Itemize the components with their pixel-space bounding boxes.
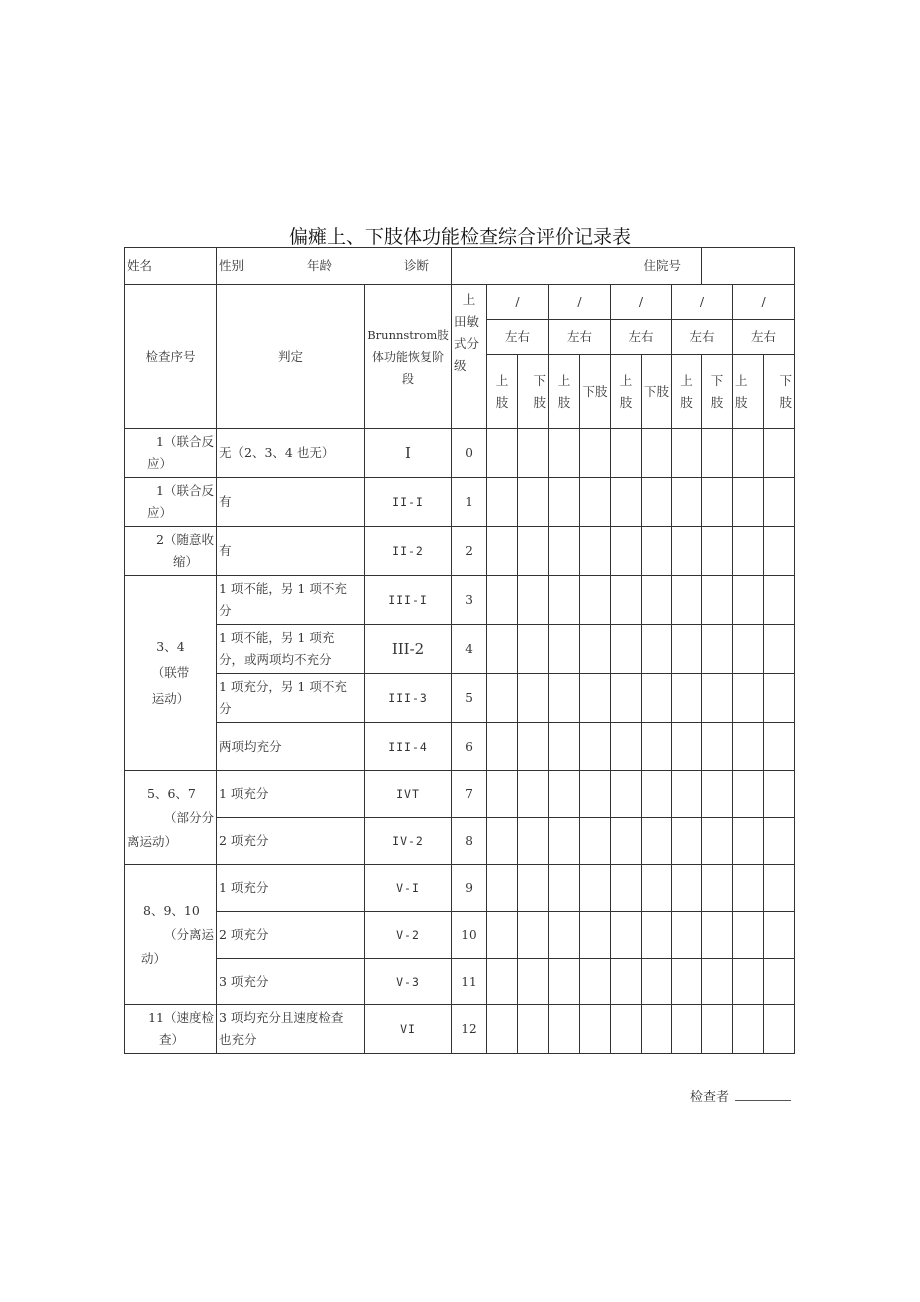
score-cell[interactable]	[487, 723, 518, 771]
date-cell-4[interactable]: /	[672, 285, 733, 320]
score-cell[interactable]	[611, 912, 642, 959]
score-cell[interactable]	[642, 429, 672, 478]
stage-cell: IV-2	[365, 818, 452, 865]
score-cell[interactable]	[611, 576, 642, 625]
score-cell[interactable]	[487, 478, 518, 527]
examiner-signature	[690, 1086, 791, 1105]
left-right-5: 左右	[733, 320, 795, 355]
age-label: 年龄	[307, 258, 333, 273]
judgment-cell	[217, 1005, 365, 1054]
score-cell[interactable]	[642, 625, 672, 674]
group-line: 3、4	[156, 639, 185, 654]
score-cell[interactable]	[487, 674, 518, 723]
left-right-2: 左右	[549, 320, 611, 355]
upper-limb-char-2: 肢	[735, 394, 748, 410]
examiner-signature-line[interactable]	[735, 1088, 791, 1101]
group-line: 应）	[147, 505, 173, 520]
score-cell[interactable]	[518, 865, 549, 912]
judgment-line: 也充分	[219, 1032, 257, 1047]
group-line: 离运动）	[127, 833, 178, 849]
score-cell[interactable]	[733, 818, 764, 865]
score-cell[interactable]	[702, 576, 733, 625]
score-cell[interactable]	[672, 576, 702, 625]
lower-limb-header-1	[518, 355, 549, 429]
upper-limb-char-1: 上	[557, 372, 571, 388]
table-row	[125, 625, 795, 674]
score-cell[interactable]	[733, 478, 764, 527]
upper-limb-header-4	[672, 355, 702, 429]
group-cell	[125, 1005, 217, 1054]
grade-cell: 5	[452, 674, 487, 723]
group-cell	[125, 429, 217, 478]
lower-limb-char-2: 肢	[533, 394, 547, 410]
brunnstrom-header-line2: 体功能恢复阶	[372, 349, 445, 364]
score-cell[interactable]	[764, 771, 795, 818]
score-cell[interactable]	[764, 429, 795, 478]
group-line: 2（随意收	[156, 532, 214, 547]
upper-limb-char-2: 肢	[495, 394, 509, 410]
score-cell[interactable]	[518, 771, 549, 818]
patient-info-cell[interactable]	[217, 248, 452, 285]
score-cell[interactable]	[733, 429, 764, 478]
ueda-header-line4: 级	[454, 358, 467, 373]
group-line: 8、9、10	[143, 902, 200, 918]
score-cell[interactable]	[580, 912, 611, 959]
score-cell[interactable]	[611, 625, 642, 674]
score-cell[interactable]	[580, 625, 611, 674]
score-cell[interactable]	[702, 674, 733, 723]
grade-cell: 11	[452, 959, 487, 1005]
left-right-4: 左右	[672, 320, 733, 355]
patient-info-row	[125, 248, 795, 285]
score-cell[interactable]	[611, 674, 642, 723]
lower-limb-header-2: 下肢	[580, 355, 611, 429]
score-cell[interactable]	[642, 674, 672, 723]
judgment-cell: 有	[217, 478, 365, 527]
judgment-line: 分	[219, 603, 232, 618]
score-cell[interactable]	[518, 478, 549, 527]
score-cell[interactable]	[702, 478, 733, 527]
evaluation-table	[124, 247, 795, 1054]
score-cell[interactable]	[580, 576, 611, 625]
lower-limb-header-5	[764, 355, 795, 429]
group-line: （部分分	[163, 809, 214, 825]
score-cell[interactable]	[549, 771, 580, 818]
score-cell[interactable]	[642, 527, 672, 576]
score-cell[interactable]	[642, 818, 672, 865]
hospital-no-label-cell	[452, 248, 702, 285]
score-cell[interactable]	[764, 1005, 795, 1054]
table-row	[125, 865, 795, 912]
judgment-cell: 有	[217, 527, 365, 576]
grade-cell: 6	[452, 723, 487, 771]
group-line: 查）	[159, 1032, 185, 1047]
upper-limb-header-5	[733, 355, 764, 429]
score-cell[interactable]	[518, 625, 549, 674]
score-cell[interactable]	[580, 818, 611, 865]
judgment-cell: 无（2、3、4 也无）	[217, 429, 365, 478]
table-row	[125, 723, 795, 771]
date-cell-3[interactable]: /	[611, 285, 672, 320]
score-cell[interactable]	[518, 723, 549, 771]
score-cell[interactable]	[733, 576, 764, 625]
score-cell[interactable]	[764, 959, 795, 1005]
score-cell[interactable]	[487, 865, 518, 912]
hospital-no-field[interactable]	[702, 248, 795, 285]
score-cell[interactable]	[733, 674, 764, 723]
grade-cell: 1	[452, 478, 487, 527]
stage-cell: IVT	[365, 771, 452, 818]
score-cell[interactable]	[580, 723, 611, 771]
score-cell[interactable]	[702, 429, 733, 478]
score-cell[interactable]	[642, 576, 672, 625]
score-cell[interactable]	[672, 818, 702, 865]
stage-cell: V-3	[365, 959, 452, 1005]
group-cell	[125, 527, 217, 576]
score-cell[interactable]	[642, 478, 672, 527]
brunnstrom-header	[365, 285, 452, 429]
group-cell	[125, 771, 217, 865]
lower-limb-char-1: 下	[779, 372, 793, 388]
score-cell[interactable]	[549, 959, 580, 1005]
score-cell[interactable]	[672, 674, 702, 723]
stage-cell: I	[365, 429, 452, 478]
table-row	[125, 576, 795, 625]
brunnstrom-header-line1: Brunnstrom肢	[367, 327, 449, 342]
score-cell[interactable]	[487, 429, 518, 478]
score-cell[interactable]	[549, 625, 580, 674]
judgment-line: 分，或两项均不充分	[219, 652, 332, 667]
left-right-3: 左右	[611, 320, 672, 355]
grade-cell: 7	[452, 771, 487, 818]
group-line: （联带	[151, 665, 190, 680]
score-cell[interactable]	[702, 771, 733, 818]
lower-limb-char-2: 肢	[779, 394, 793, 410]
score-cell[interactable]	[549, 1005, 580, 1054]
stage-cell: III-3	[365, 674, 452, 723]
score-cell[interactable]	[672, 429, 702, 478]
ueda-header-line3: 式分	[454, 336, 480, 351]
judgment-cell: 2 项充分	[217, 818, 365, 865]
score-cell[interactable]	[518, 527, 549, 576]
score-cell[interactable]	[518, 1005, 549, 1054]
score-cell[interactable]	[672, 959, 702, 1005]
score-cell[interactable]	[672, 865, 702, 912]
upper-limb-char-1: 上	[680, 372, 693, 388]
judgment-line: 3 项均充分且速度检查	[219, 1010, 344, 1025]
score-cell[interactable]	[642, 912, 672, 959]
score-cell[interactable]	[611, 527, 642, 576]
score-cell[interactable]	[611, 771, 642, 818]
grade-cell: 9	[452, 865, 487, 912]
stage-cell: III-I	[365, 576, 452, 625]
score-cell[interactable]	[642, 771, 672, 818]
judgment-cell	[217, 576, 365, 625]
group-line: 1（联合反	[156, 434, 214, 449]
page-title: 偏瘫上、下肢体功能检查综合评价记录表	[288, 226, 631, 248]
score-cell[interactable]	[733, 723, 764, 771]
table-row	[125, 818, 795, 865]
judgment-cell	[217, 625, 365, 674]
examiner-label: 检查者	[690, 1090, 730, 1105]
score-cell[interactable]	[487, 959, 518, 1005]
score-cell[interactable]	[764, 576, 795, 625]
score-cell[interactable]	[487, 576, 518, 625]
score-cell[interactable]	[764, 818, 795, 865]
lower-limb-char-2: 肢	[710, 394, 724, 410]
lower-limb-header-3: 下肢	[642, 355, 672, 429]
score-cell[interactable]	[580, 1005, 611, 1054]
table-row	[125, 478, 795, 527]
score-cell[interactable]	[518, 959, 549, 1005]
ueda-header-line1: 上	[462, 292, 476, 307]
table-row	[125, 429, 795, 478]
judgment-cell: 2 项充分	[217, 912, 365, 959]
judgment-line: 1 项不能，另 1 项不充	[219, 581, 347, 596]
score-cell[interactable]	[672, 478, 702, 527]
score-cell[interactable]	[518, 576, 549, 625]
score-cell[interactable]	[580, 865, 611, 912]
score-cell[interactable]	[580, 527, 611, 576]
upper-limb-header-2	[549, 355, 580, 429]
score-cell[interactable]	[733, 959, 764, 1005]
score-cell[interactable]	[642, 723, 672, 771]
score-cell[interactable]	[764, 865, 795, 912]
group-cell	[125, 865, 217, 1005]
score-cell[interactable]	[580, 674, 611, 723]
score-cell[interactable]	[611, 723, 642, 771]
score-cell[interactable]	[549, 527, 580, 576]
score-cell[interactable]	[702, 959, 733, 1005]
score-cell[interactable]	[672, 625, 702, 674]
judgment-cell: 1 项充分	[217, 865, 365, 912]
table-row	[125, 674, 795, 723]
score-cell[interactable]	[580, 959, 611, 1005]
score-cell[interactable]	[549, 429, 580, 478]
left-right-1: 左右	[487, 320, 549, 355]
upper-limb-header-3	[611, 355, 642, 429]
judgment-header: 判定	[217, 285, 365, 429]
score-cell[interactable]	[764, 723, 795, 771]
score-cell[interactable]	[702, 865, 733, 912]
score-cell[interactable]	[611, 959, 642, 1005]
table-row	[125, 771, 795, 818]
stage-cell: III-2	[365, 625, 452, 674]
score-cell[interactable]	[611, 1005, 642, 1054]
score-cell[interactable]	[702, 625, 733, 674]
score-cell[interactable]	[487, 771, 518, 818]
score-cell[interactable]	[764, 478, 795, 527]
judgment-cell: 两项均充分	[217, 723, 365, 771]
score-cell[interactable]	[764, 674, 795, 723]
hospital-no-label: 住院号	[643, 258, 682, 273]
upper-limb-char-1: 上	[735, 372, 748, 388]
score-cell[interactable]	[549, 818, 580, 865]
stage-cell: II-2	[365, 527, 452, 576]
table-row	[125, 527, 795, 576]
table-row	[125, 912, 795, 959]
grade-cell: 8	[452, 818, 487, 865]
judgment-cell: 1 项充分	[217, 771, 365, 818]
score-cell[interactable]	[549, 478, 580, 527]
grade-cell: 4	[452, 625, 487, 674]
score-cell[interactable]	[672, 1005, 702, 1054]
score-cell[interactable]	[672, 912, 702, 959]
score-cell[interactable]	[518, 818, 549, 865]
score-cell[interactable]	[487, 1005, 518, 1054]
grade-cell: 10	[452, 912, 487, 959]
score-cell[interactable]	[611, 865, 642, 912]
group-line: 运动）	[151, 691, 190, 706]
score-cell[interactable]	[672, 771, 702, 818]
group-line: 5、6、7	[147, 785, 196, 801]
score-cell[interactable]	[611, 478, 642, 527]
score-cell[interactable]	[733, 527, 764, 576]
score-cell[interactable]	[672, 527, 702, 576]
group-cell	[125, 576, 217, 771]
score-cell[interactable]	[518, 429, 549, 478]
ueda-header	[452, 285, 487, 429]
score-cell[interactable]	[549, 865, 580, 912]
name-label: 姓名	[125, 248, 217, 285]
stage-cell: V-I	[365, 865, 452, 912]
table-row	[125, 1005, 795, 1054]
score-cell[interactable]	[733, 865, 764, 912]
score-cell[interactable]	[733, 912, 764, 959]
score-cell[interactable]	[487, 527, 518, 576]
group-line: 动）	[141, 950, 167, 966]
lower-limb-char-1: 下	[710, 372, 724, 388]
ueda-header-line2: 田敏	[454, 314, 480, 329]
score-cell[interactable]	[733, 771, 764, 818]
date-cell-1[interactable]: /	[487, 285, 549, 320]
grade-cell: 3	[452, 576, 487, 625]
table-row	[125, 959, 795, 1005]
date-cell-2[interactable]: /	[549, 285, 611, 320]
score-cell[interactable]	[702, 818, 733, 865]
upper-limb-char-2: 肢	[557, 394, 571, 410]
exam-no-header: 检查序号	[125, 285, 217, 429]
score-cell[interactable]	[764, 527, 795, 576]
date-cell-5[interactable]: /	[733, 285, 795, 320]
score-cell[interactable]	[487, 625, 518, 674]
group-line: 11（速度检	[148, 1010, 214, 1025]
score-cell[interactable]	[487, 912, 518, 959]
grade-cell: 0	[452, 429, 487, 478]
upper-limb-header-1	[487, 355, 518, 429]
judgment-cell	[217, 674, 365, 723]
score-cell[interactable]	[764, 912, 795, 959]
score-cell[interactable]	[642, 1005, 672, 1054]
group-line: 缩）	[173, 554, 199, 569]
group-line: （分离运	[163, 926, 214, 942]
column-header-row-1	[125, 285, 795, 320]
stage-cell: III-4	[365, 723, 452, 771]
score-cell[interactable]	[549, 912, 580, 959]
score-cell[interactable]	[580, 478, 611, 527]
score-cell[interactable]	[549, 723, 580, 771]
score-cell[interactable]	[733, 625, 764, 674]
stage-cell: V-2	[365, 912, 452, 959]
group-cell	[125, 478, 217, 527]
score-cell[interactable]	[702, 723, 733, 771]
judgment-line: 分	[219, 701, 232, 716]
upper-limb-char-2: 肢	[619, 394, 633, 410]
score-cell[interactable]	[733, 1005, 764, 1054]
score-cell[interactable]	[580, 429, 611, 478]
judgment-cell: 3 项充分	[217, 959, 365, 1005]
score-cell[interactable]	[549, 576, 580, 625]
score-cell[interactable]	[580, 771, 611, 818]
group-line: 应）	[147, 456, 173, 471]
judgment-line: 1 项充分，另 1 项不充	[219, 679, 347, 694]
score-cell[interactable]	[764, 625, 795, 674]
score-cell[interactable]	[487, 818, 518, 865]
lower-limb-header-4	[702, 355, 733, 429]
stage-cell: VI	[365, 1005, 452, 1054]
upper-limb-char-2: 肢	[680, 394, 693, 410]
brunnstrom-header-line3: 段	[402, 371, 415, 386]
judgment-line: 1 项不能，另 1 项充	[219, 630, 335, 645]
grade-cell: 2	[452, 527, 487, 576]
score-cell[interactable]	[518, 674, 549, 723]
upper-limb-char-1: 上	[495, 372, 509, 388]
score-cell[interactable]	[518, 912, 549, 959]
grade-cell: 12	[452, 1005, 487, 1054]
score-cell[interactable]	[702, 527, 733, 576]
score-cell[interactable]	[672, 723, 702, 771]
score-cell[interactable]	[702, 912, 733, 959]
upper-limb-char-1: 上	[619, 372, 633, 388]
group-line: 1（联合反	[156, 483, 214, 498]
score-cell[interactable]	[642, 865, 672, 912]
score-cell[interactable]	[611, 818, 642, 865]
sex-label: 性别	[219, 258, 245, 273]
diagnosis-label: 诊断	[404, 258, 430, 273]
score-cell[interactable]	[642, 959, 672, 1005]
lower-limb-char-1: 下	[533, 372, 547, 388]
score-cell[interactable]	[702, 1005, 733, 1054]
stage-cell: II-I	[365, 478, 452, 527]
score-cell[interactable]	[611, 429, 642, 478]
score-cell[interactable]	[549, 674, 580, 723]
